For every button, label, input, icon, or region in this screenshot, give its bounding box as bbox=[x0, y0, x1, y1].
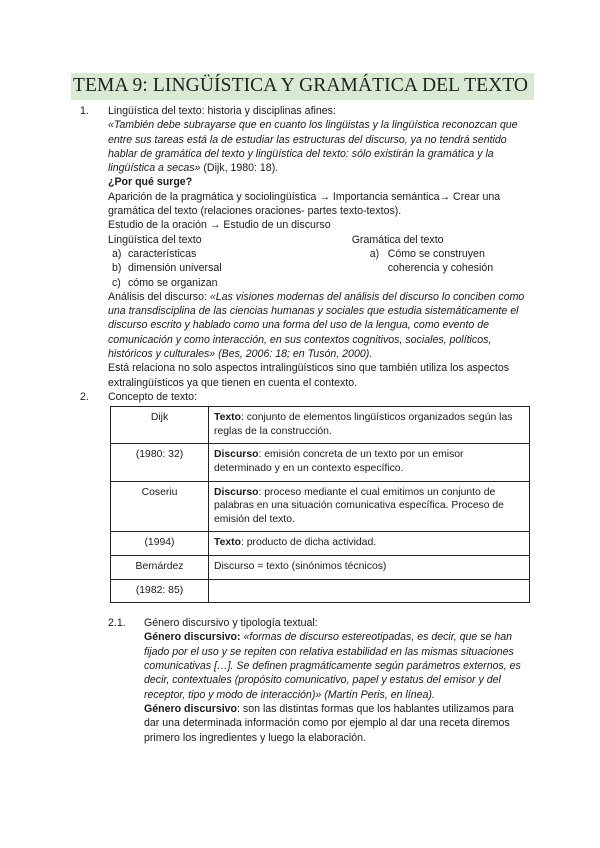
definition-cell: Discurso: proceso mediante el cual emitimos un conjunto de palabras en una situación comunicativa específica. Proceso de emisión del texto. bbox=[209, 481, 530, 532]
section-number: 2. bbox=[80, 390, 89, 403]
genre-definition-2: Género discursivo: son las distintas formas que los hablantes utilizamos para dar una determinada información como por ejemplo al dar una receta diremos primero los ingredientes y luego la elaboración. bbox=[144, 702, 514, 744]
definitions-table bbox=[110, 406, 530, 603]
comparison-columns bbox=[108, 233, 530, 290]
list-item: c) cómo se organizan bbox=[112, 276, 218, 289]
section-number: 1. bbox=[80, 105, 89, 117]
definition-cell: Texto: producto de dicha actividad. bbox=[209, 532, 530, 556]
paragraph: Está relaciona no solo aspectos intralingüísticos sino que también utiliza los aspectos extralingüísticos ya que tienen en cuenta el contexto. bbox=[108, 362, 510, 389]
column-gramatica bbox=[352, 233, 530, 290]
section-heading: Lingüística del texto: historia y disciplinas afines: bbox=[108, 105, 336, 117]
dijk-quote: «También debe subrayarse que en cuanto los lingüistas y la lingüística reconozcan que entre sus tareas está la de estudiar las estructuras del discurso, ya no tendrá sentido hablar de gramática del texto y lingüística del texto: sólo existirán la gramática y la lingüística a secas» (Dijk, 1980: 18). bbox=[108, 119, 518, 175]
paragraph: Estudio de la oración → Estudio de un discurso bbox=[108, 219, 331, 232]
table-row bbox=[111, 579, 530, 603]
page-title: TEMA 9: LINGÜÍSTICA Y GRAMÁTICA DEL TEXTO bbox=[73, 75, 529, 96]
title-highlight bbox=[71, 73, 534, 100]
section-number: 2.1. bbox=[108, 617, 126, 630]
column-heading: Gramática del texto bbox=[351, 233, 444, 246]
definition-cell: Texto: conjunto de elementos lingüísticos organizados según las reglas de la construcción. bbox=[209, 407, 530, 444]
table-row bbox=[111, 407, 530, 444]
author-cell: (1980: 32) bbox=[111, 444, 209, 481]
document-body bbox=[78, 104, 530, 745]
list-item: a) Cómo se construyen coherencia y cohesión bbox=[369, 247, 494, 275]
table-row bbox=[111, 481, 530, 532]
section-heading: Género discursivo y tipología textual: bbox=[144, 617, 318, 630]
column-linguistica bbox=[108, 233, 352, 290]
author-cell: (1982: 85) bbox=[111, 579, 209, 603]
analysis-paragraph: Análisis del discurso: «Las visiones modernas del análisis del discurso lo conciben como una transdisciplina de las ciencias humanas y sociales que estudia sistemáticamente el discurso escrito y hablado como una forma del uso de la lengua, como evento de comunicación y como interacción, en sus contextos cognitivos, sociales, políticos, históricos y culturales» (Bes, 2006: 18; en Tusón, 2000). bbox=[108, 290, 525, 361]
column-heading: Lingüística del texto bbox=[108, 233, 202, 246]
definition-cell: Discurso = texto (sinónimos técnicos) bbox=[209, 555, 530, 579]
section-2 bbox=[78, 390, 530, 603]
author-cell: (1994) bbox=[111, 532, 209, 556]
definition-cell bbox=[209, 579, 530, 603]
list-item: a) características bbox=[112, 247, 197, 260]
section-heading: Concepto de texto: bbox=[108, 390, 197, 403]
section-2-1 bbox=[108, 616, 530, 745]
table-row bbox=[111, 555, 530, 579]
definition-cell: Discurso: emisión concreta de un texto por un emisor determinado y en un contexto específico. bbox=[209, 444, 530, 481]
list-item: b) dimensión universal bbox=[112, 262, 222, 275]
why-heading: ¿Por qué surge? bbox=[108, 176, 193, 189]
table-row bbox=[111, 532, 530, 556]
author-cell: Bernárdez bbox=[111, 555, 209, 579]
author-cell: Dijk bbox=[111, 407, 209, 444]
section-1 bbox=[78, 104, 530, 390]
author-cell: Coseriu bbox=[111, 481, 209, 532]
paragraph: Aparición de la pragmática y sociolingüística → Importancia semántica→ Crear una gramática del texto (relaciones oraciones- partes texto-textos). bbox=[108, 190, 501, 218]
table-row bbox=[111, 444, 530, 481]
genre-definition-1: Género discursivo: «formas de discurso estereotipadas, es decir, que se han fijado por el uso y se repiten con relativa estabilidad en las mismas situaciones comunicativas […]. Se definen pragmáticamente según parámetros externos, es decir, contextuales (propósito comunicativo, papel y estatus del emisor y del receptor, tipo y modo de interacción)» (Martín Peris, en línea). bbox=[144, 631, 521, 701]
